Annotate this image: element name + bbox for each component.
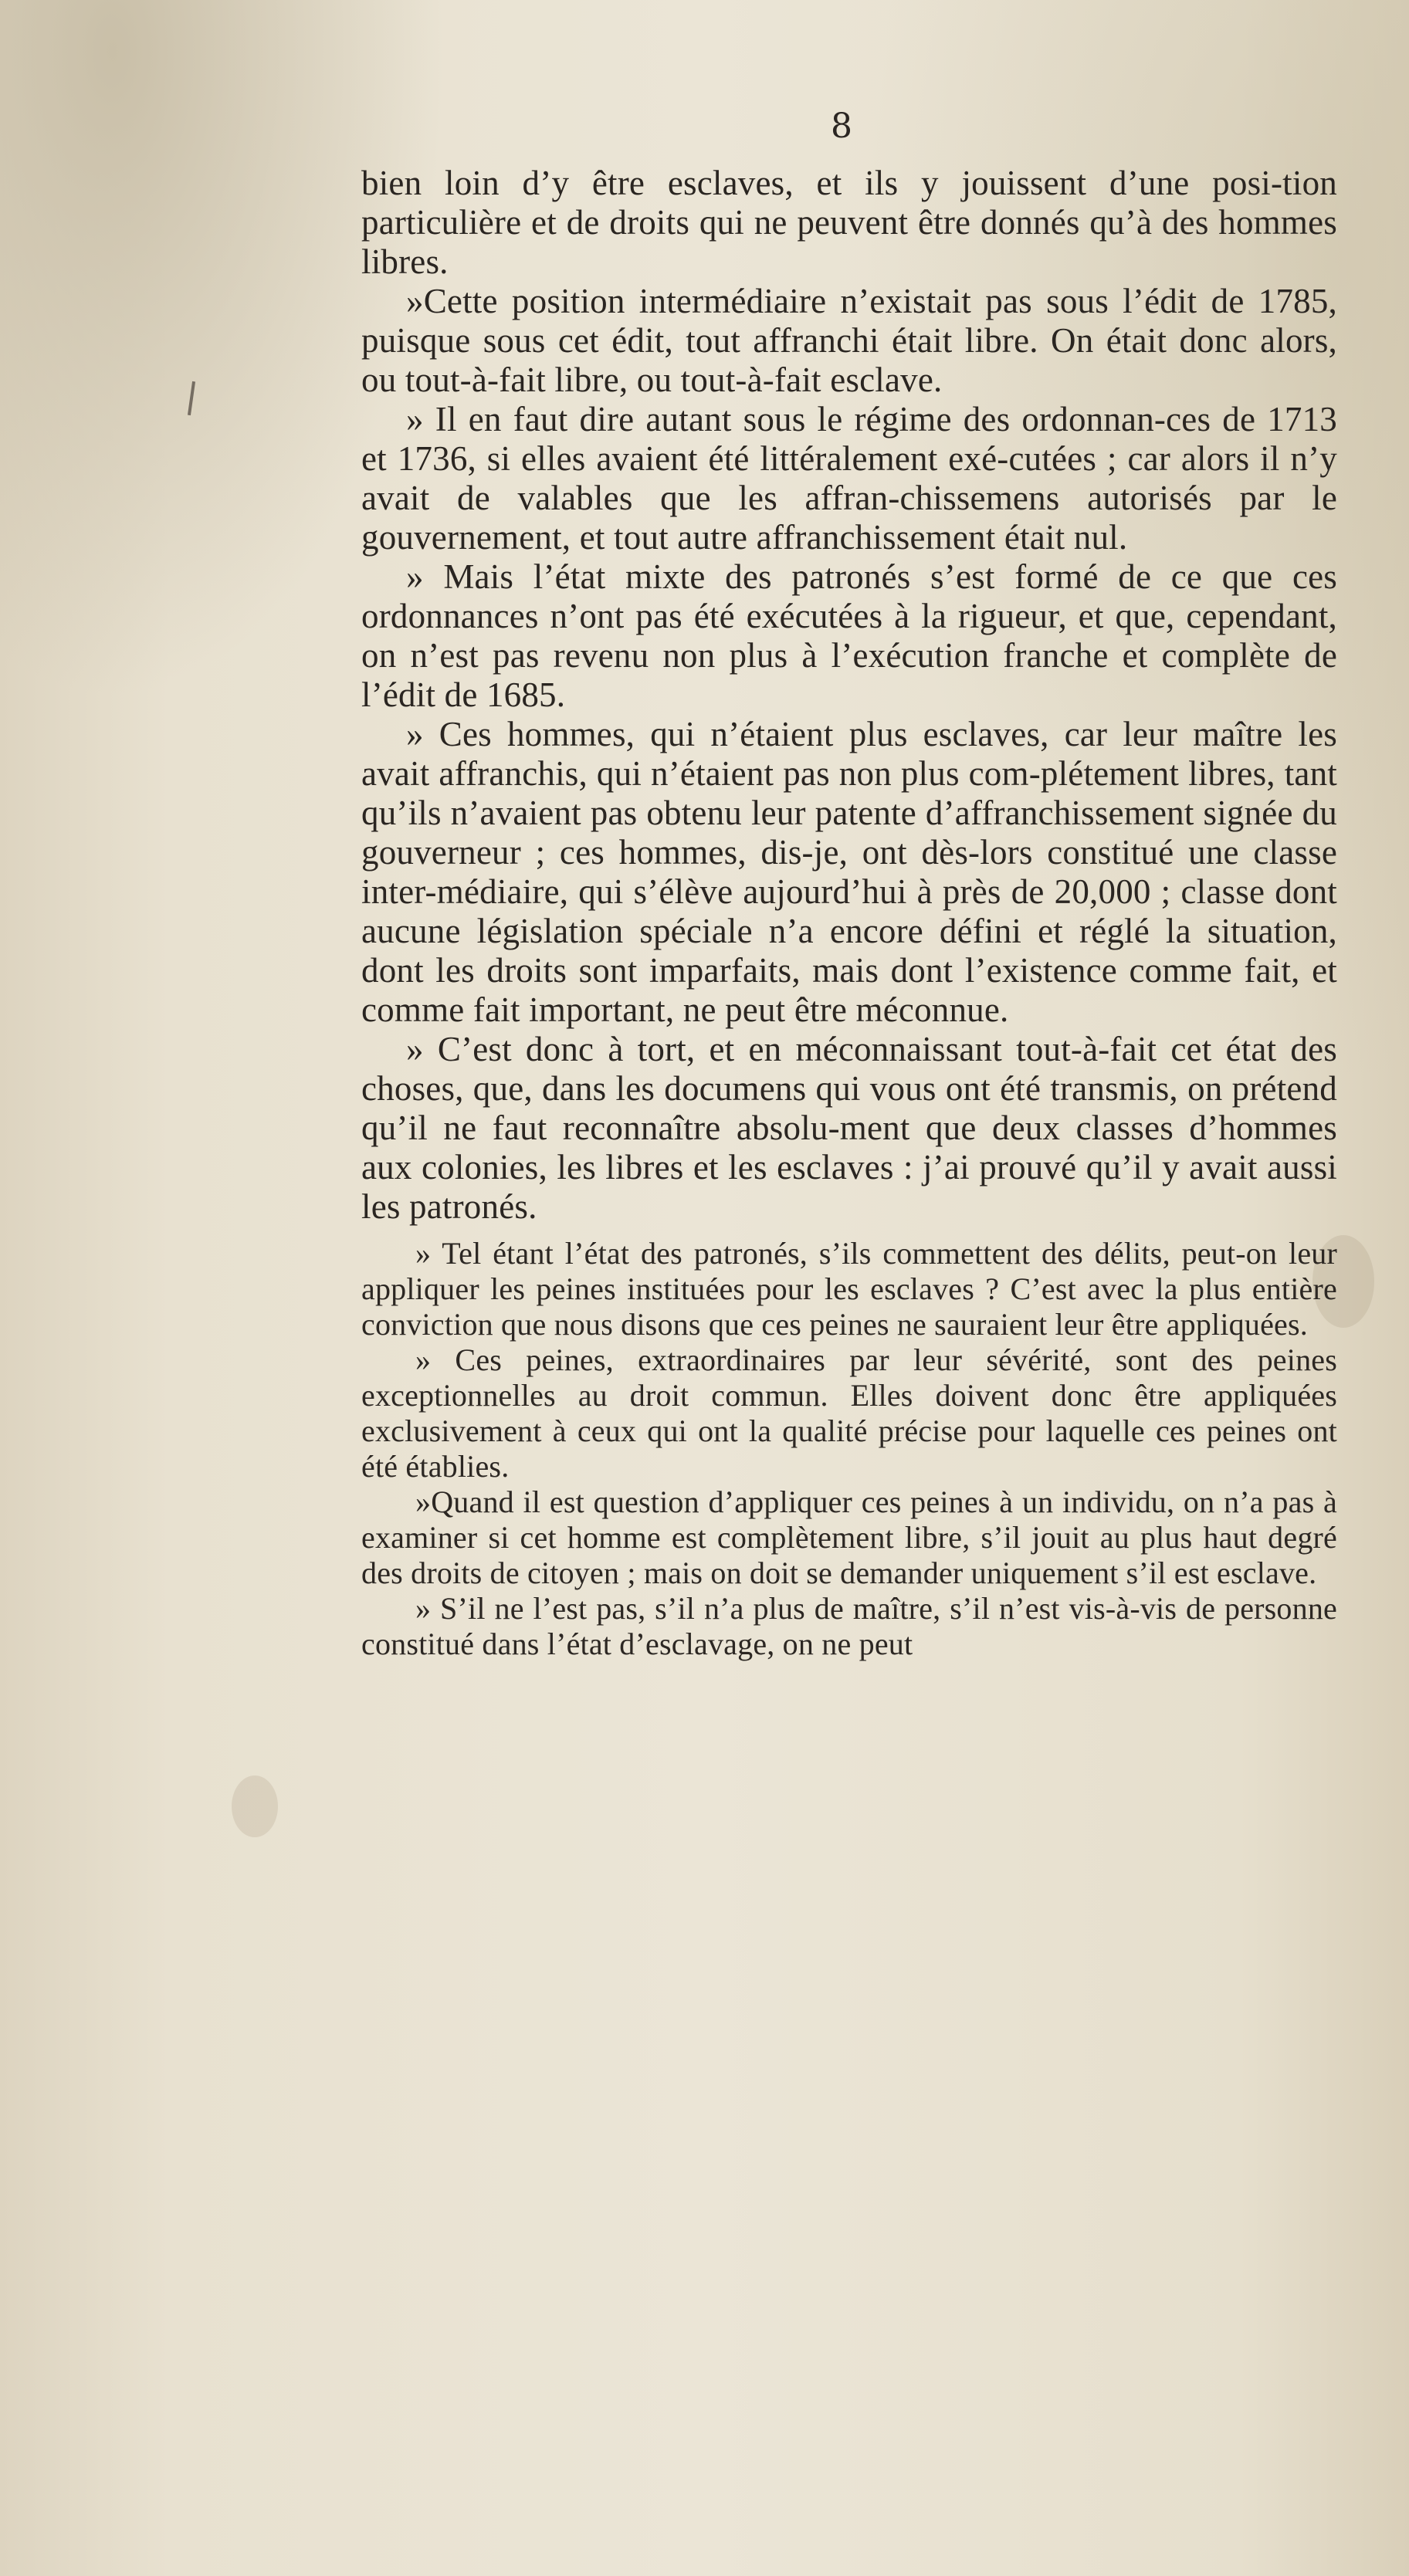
body-text [361, 164, 1337, 1662]
paragraph: »Cette position intermédiaire n’existait pas sous l’édit de 1785, puisque sous cet édit, tout affranchi était libre. On était donc alors, ou tout-à-fait libre, ou tout-à-fait esclave. [361, 282, 1337, 399]
paragraph: bien loin d’y être esclaves, et ils y jouissent d’une posi-tion particulière et de droits qui ne peuvent être donnés qu’à des hommes libres. [361, 164, 1337, 281]
paragraph: » Mais l’état mixte des patronés s’est formé de ce que ces ordonnances n’ont pas été exécutées à la rigueur, et que, cependant, on n’est pas revenu non plus à l’exécution franche et complète de l’édit de 1685. [361, 557, 1337, 714]
page-number: 8 [831, 107, 852, 146]
margin-pencil-mark [188, 381, 195, 415]
paragraph: » Il en faut dire autant sous le régime des ordonnan-ces de 1713 et 1736, si elles avaient été littéralement exé-cutées ; car alors il n’y avait de valables que les affran-chissemens autorisés par le gouvernement, et tout autre affranchissement était nul. [361, 400, 1337, 557]
paragraph: » Tel étant l’état des patronés, s’ils commettent des délits, peut-on leur appliquer les peines instituées pour les esclaves ? C’est avec la plus entière conviction que nous disons que ces peines ne sauraient leur être appliquées. [361, 1236, 1337, 1342]
paper-stain [232, 1775, 278, 1837]
small-print-section [361, 1236, 1337, 1662]
paragraph: » S’il ne l’est pas, s’il n’a plus de maître, s’il n’est vis-à-vis de personne constitué dans l’état d’esclavage, on ne peut [361, 1591, 1337, 1661]
paragraph: » Ces peines, extraordinaires par leur sévérité, sont des peines exceptionnelles au droit commun. Elles doivent donc être appliquées exclusivement à ceux qui ont la qualité précise pour laquelle ces peines ont été établies. [361, 1342, 1337, 1484]
paragraph: »Quand il est question d’appliquer ces peines à un individu, on n’a pas à examiner si cet homme est complètement libre, s’il jouit au plus haut degré des droits de citoyen ; mais on doit se demander uniquement s’il est esclave. [361, 1484, 1337, 1590]
paragraph: » C’est donc à tort, et en méconnaissant tout-à-fait cet état des choses, que, dans les documens qui vous ont été transmis, on prétend qu’il ne faut reconnaître absolu-ment que deux classes d’hommes aux colonies, les libres et les esclaves : j’ai prouvé qu’il y avait aussi les patronés. [361, 1030, 1337, 1226]
paragraph: » Ces hommes, qui n’étaient plus esclaves, car leur maître les avait affranchis, qui n’étaient pas non plus com-plétement libres, tant qu’ils n’avaient pas obtenu leur patente d’affranchissement signée du gouverneur ; ces hommes, dis-je, ont dès-lors constitué une classe inter-médiaire, qui s’élève aujourd’hui à près de 20,000 ; classe dont aucune législation spéciale n’a encore défini et réglé la situation, dont les droits sont imparfaits, mais dont l’existence comme fait, et comme fait important, ne peut être méconnue. [361, 715, 1337, 1029]
